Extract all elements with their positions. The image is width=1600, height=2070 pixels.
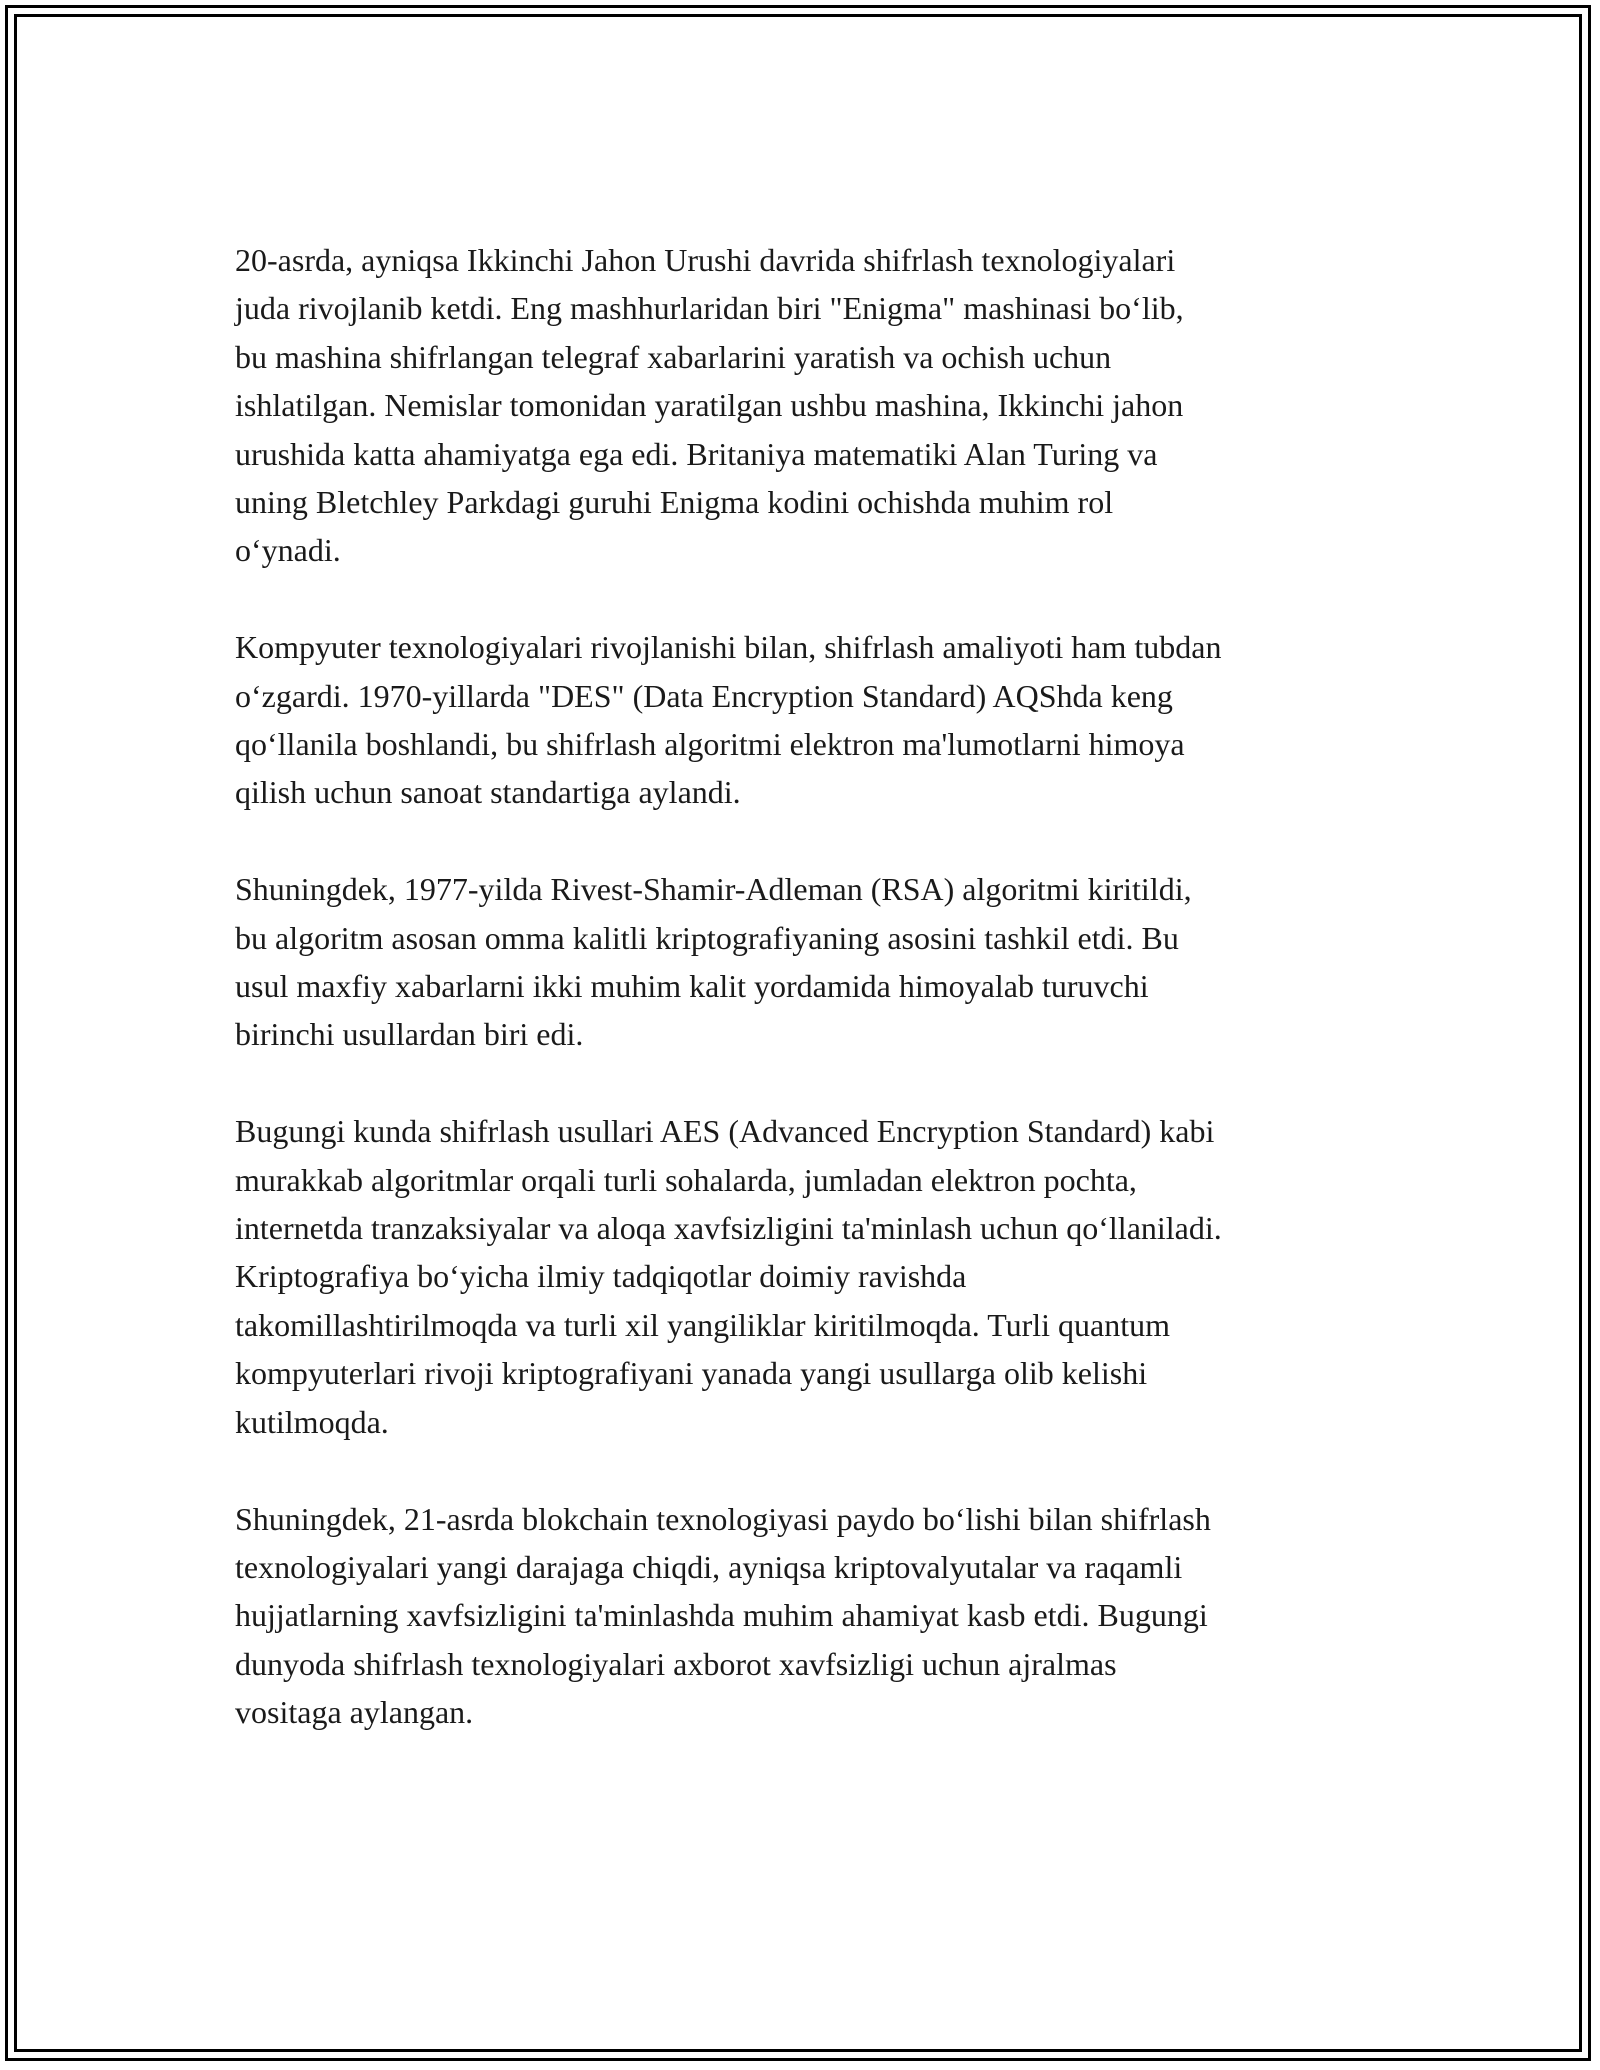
- paragraph-blockchain: Shuningdek, 21-asrda blokchain texnologiyasi paydo bo‘lishi bilan shifrlash texnologiyalari yangi darajaga chiqdi, ayniqsa kriptovalyutalar va raqamli hujjatlarning xavfsizligini ta'minlashda muhim ahamiyat kasb etdi. Bugungi dunyoda shifrlash texnologiyalari axborot xavfsizligi uchun ajralmas vositaga aylangan.: [235, 1500, 1211, 1731]
- paragraph-enigma: 20-asrda, ayniqsa Ikkinchi Jahon Urushi davrida shifrlash texnologiyalari juda rivojlanib ketdi. Eng mashhurlaridan biri "Enigma" mashinasi bo‘lib, bu mashina shifrlangan telegraf xabarlarini yaratish va ochish uchun ishlatilgan. Nemislar tomonidan yaratilgan ushbu mashina, Ikkinchi jahon urushida katta ahamiyatga ega edi. Britaniya matematiki Alan Turing va uning Bletchley Parkdagi guruhi Enigma kodini ochishda muhim rol o‘ynadi.: [235, 242, 1184, 569]
- paragraph-rsa: Shuningdek, 1977-yilda Rivest-Shamir-Adleman (RSA) algoritmi kiritildi, bu algoritm asosan omma kalitli kriptografiyaning asosini tashkil etdi. Bu usul maxfiy xabarlarni ikki muhim kalit yordamida himoyalab turuvchi birinchi usullardan biri edi.: [235, 871, 1192, 1053]
- paragraph-des: Kompyuter texnologiyalari rivojlanishi bilan, shifrlash amaliyoti ham tubdan o‘zgardi. 1970-yillarda "DES" (Data Encryption Standard) AQShda keng qo‘llanila boshlandi, bu shifrlash algoritmi elektron ma'lumotlarni himoya qilish uchun sanoat standartiga aylandi.: [235, 629, 1222, 811]
- paragraph-aes: Bugungi kunda shifrlash usullari AES (Advanced Encryption Standard) kabi murakkab algoritmlar orqali turli sohalarda, jumladan elektron pochta, internetda tranzaksiyalar va aloqa xavfsizligini ta'minlash uchun qo‘llaniladi. Kriptografiya bo‘yicha ilmiy tadqiqotlar doimiy ravishda takomillashtirilmoqda va turli xil yangiliklar kiritilmoqda. Turli quantum kompyuterlari rivoji kriptografiyani yanada yangi usullarga olib kelishi kutilmoqda.: [235, 1113, 1222, 1440]
- document-body: [235, 236, 1385, 1737]
